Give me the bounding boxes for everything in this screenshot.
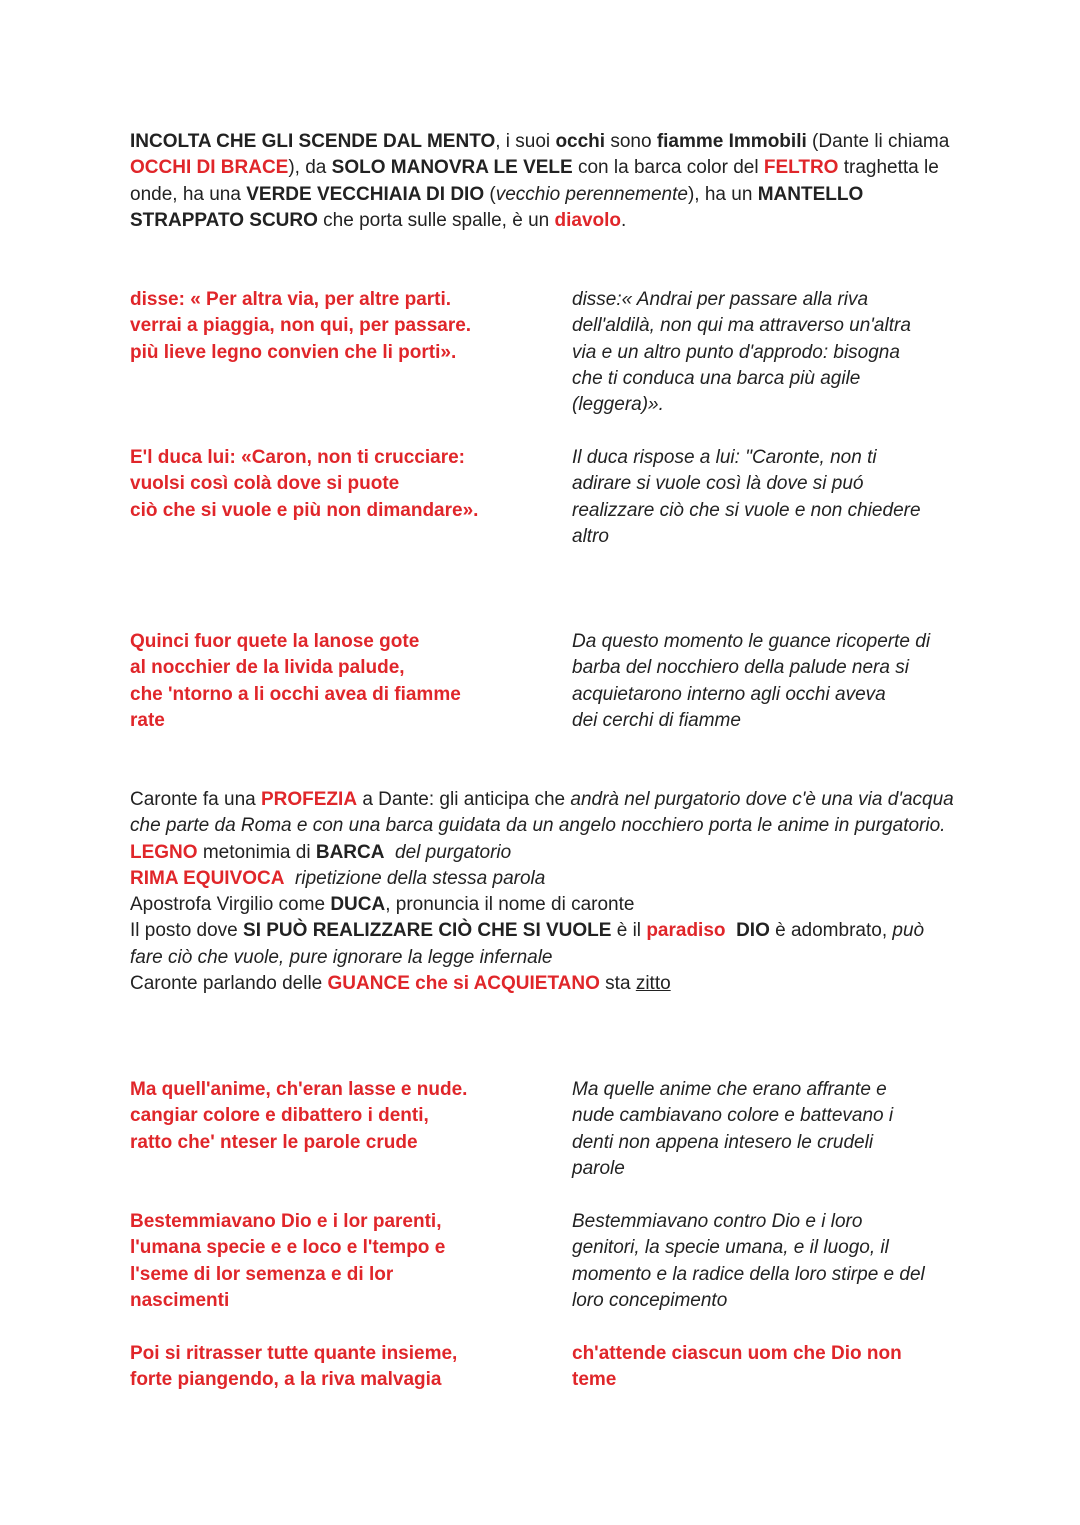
- intro-red-devil: diavolo: [554, 209, 622, 231]
- commentary-red-guance: GUANCE che si ACQUIETANO: [327, 973, 600, 995]
- commentary-text: a Dante: gli anticipa che: [357, 789, 571, 810]
- commentary-text: Caronte fa una: [130, 789, 261, 810]
- translation-line: Ma quelle anime che erano affrante e: [572, 1079, 887, 1100]
- commentary-red-paradiso: paradiso: [646, 920, 726, 942]
- intro-bold-flames: fiamme Immobili: [656, 131, 807, 152]
- commentary-bold-will: SI PUÒ REALIZZARE CIÒ CHE SI VUOLE: [243, 920, 612, 942]
- commentary-prophecy: [130, 787, 960, 840]
- commentary-text: sta: [599, 973, 636, 995]
- stanza-translation: [572, 629, 962, 734]
- commentary-text: , pronuncia il nome di caronte: [385, 894, 635, 916]
- commentary-bold-duca: DUCA: [330, 894, 386, 916]
- verse-line: forte piangendo, a la riva malvagia: [130, 1369, 442, 1391]
- commentary-italic: del purgatorio: [395, 841, 512, 863]
- commentary-italic: andrà nel purgatorio dove c'è una via d'acqua che parte da Roma e con una barca guidata da un angelo nocchiero porta le anime in purgatorio.: [130, 789, 954, 837]
- commentary-text: metonimia di: [197, 841, 316, 863]
- intro-text: traghetta le onde, ha una: [130, 157, 939, 205]
- verse-line: ciò che si vuole e più non dimandare».: [130, 499, 479, 521]
- verse-line: più lieve legno convien che li porti».: [130, 341, 457, 363]
- commentary-red-prophecy: PROFEZIA: [260, 789, 358, 810]
- stanza-verse: [130, 287, 530, 366]
- commentary-rima: [130, 866, 960, 892]
- stanza-verse: [130, 629, 530, 734]
- stanza-translation: [572, 445, 962, 550]
- translation-line: altro: [572, 525, 609, 547]
- intro-red-feltro: FELTRO: [763, 157, 839, 179]
- intro-bold-old-age: VERDE VECCHIAIA DI DIO: [246, 183, 485, 205]
- verse-line: l'umana specie e e loco e l'tempo e: [130, 1237, 446, 1259]
- commentary-legno: [130, 840, 960, 866]
- intro-text: ), da: [288, 157, 332, 179]
- translation-line: ch'attende ciascun uom che Dio non: [572, 1343, 902, 1364]
- commentary-bold-barca: BARCA: [315, 841, 385, 863]
- translation-line: nude cambiavano colore e battevano i: [572, 1105, 894, 1127]
- commentary-text: Caronte parlando delle: [130, 973, 328, 995]
- commentary-block: [130, 787, 960, 997]
- intro-bold-cloak: MANTELLO STRAPPATO SCURO: [130, 183, 864, 231]
- commentary-text: Apostrofa Virgilio come: [130, 894, 331, 916]
- commentary-text: è il: [611, 920, 647, 942]
- intro-red-ember-eyes: OCCHI DI BRACE: [130, 157, 289, 179]
- intro-italic-note: vecchio perennemente: [495, 183, 688, 205]
- verse-line: nascimenti: [130, 1289, 230, 1311]
- verse-line: Poi si ritrasser tutte quante insieme,: [130, 1343, 458, 1364]
- commentary-italic: ripetizione della stessa parola: [295, 867, 546, 889]
- stanza-verse: [130, 445, 530, 524]
- intro-paragraph: [130, 129, 960, 234]
- translation-line: loro concepimento: [572, 1289, 728, 1311]
- verse-line: che 'ntorno a li occhi avea di fiamme: [130, 683, 461, 705]
- translation-line: teme: [572, 1369, 617, 1391]
- commentary-red-legno: LEGNO: [130, 841, 198, 863]
- intro-text: (Dante li chiama: [806, 131, 950, 152]
- intro-text: ), ha un: [687, 183, 758, 205]
- translation-line: realizzare ciò che si vuole e non chiedere: [572, 499, 921, 521]
- intro-bold-beard: INCOLTA CHE GLI SCENDE DAL MENTO: [130, 131, 496, 152]
- stanza-translation: [572, 1341, 962, 1394]
- commentary-italic: può fare ciò che vuole, pure ignorare la legge infernale: [130, 920, 925, 968]
- translation-line: via e un altro punto d'approdo: bisogna: [572, 341, 900, 363]
- translation-line: che ti conduca una barca più agile: [572, 367, 861, 389]
- verse-line: ratto che' nteser le parole crude: [130, 1131, 418, 1153]
- translation-line: denti non appena intesero le crudeli: [572, 1131, 874, 1153]
- verse-line: al nocchier de la livida palude,: [130, 657, 405, 679]
- translation-line: genitori, la specie umana, e il luogo, il: [572, 1237, 889, 1259]
- commentary-text: è adombrato,: [769, 920, 888, 942]
- commentary-duca: [130, 892, 960, 918]
- verse-line: Ma quell'anime, ch'eran lasse e nude.: [130, 1079, 468, 1100]
- translation-line: Da questo momento le guance ricoperte di: [572, 631, 931, 652]
- intro-text: .: [621, 209, 627, 231]
- verse-line: cangiar colore e dibattero i denti,: [130, 1105, 429, 1127]
- intro-text: sono: [605, 131, 657, 152]
- translation-line: dei cerchi di fiamme: [572, 709, 741, 731]
- commentary-bold-dio: DIO: [736, 920, 770, 942]
- intro-text: , i suoi: [495, 131, 556, 152]
- verse-line: l'seme di lor semenza e di lor: [130, 1263, 394, 1285]
- verse-line: Quinci fuor quete la lanose gote: [130, 631, 420, 652]
- stanza-translation: [572, 287, 962, 418]
- intro-text: con la barca color del: [572, 157, 764, 179]
- translation-line: adirare si vuole così là dove si puó: [572, 473, 864, 495]
- stanza-verse: [130, 1341, 530, 1394]
- stanza-translation: [572, 1077, 962, 1182]
- commentary-red-rima: RIMA EQUIVOCA: [130, 867, 285, 889]
- translation-line: Il duca rispose a lui: "Caronte, non ti: [572, 447, 877, 468]
- translation-line: momento e la radice della loro stirpe e del: [572, 1263, 925, 1285]
- intro-text: (: [484, 183, 496, 205]
- translation-line: disse:« Andrai per passare alla riva: [572, 289, 869, 310]
- translation-line: parole: [572, 1157, 625, 1179]
- verse-line: rate: [130, 709, 165, 731]
- commentary-underlined-zitto: zitto: [635, 973, 671, 995]
- translation-line: Bestemmiavano contro Dio e i loro: [572, 1211, 863, 1232]
- intro-bold-sails: SOLO MANOVRA LE VELE: [331, 157, 573, 179]
- commentary-paradiso: [130, 918, 960, 971]
- verse-line: Bestemmiavano Dio e i lor parenti,: [130, 1211, 442, 1232]
- stanza-translation: [572, 1209, 962, 1314]
- stanza-verse: [130, 1209, 530, 1314]
- translation-line: acquietarono interno agli occhi aveva: [572, 683, 886, 705]
- commentary-text: Il posto dove: [130, 920, 244, 942]
- translation-line: (leggera)».: [572, 394, 664, 416]
- stanza-verse: [130, 1077, 530, 1156]
- intro-text: che porta sulle spalle, è un: [317, 209, 555, 231]
- commentary-guance: [130, 971, 960, 997]
- intro-bold-eyes: occhi: [555, 131, 606, 152]
- verse-line: vuolsi così colà dove si puote: [130, 473, 400, 495]
- verse-line: E'l duca lui: «Caron, non ti crucciare:: [130, 447, 465, 468]
- translation-line: dell'aldilà, non qui ma attraverso un'altra: [572, 315, 911, 337]
- verse-line: verrai a piaggia, non qui, per passare.: [130, 315, 472, 337]
- translation-line: barba del nocchiero della palude nera si: [572, 657, 909, 679]
- verse-line: disse: « Per altra via, per altre parti.: [130, 289, 452, 310]
